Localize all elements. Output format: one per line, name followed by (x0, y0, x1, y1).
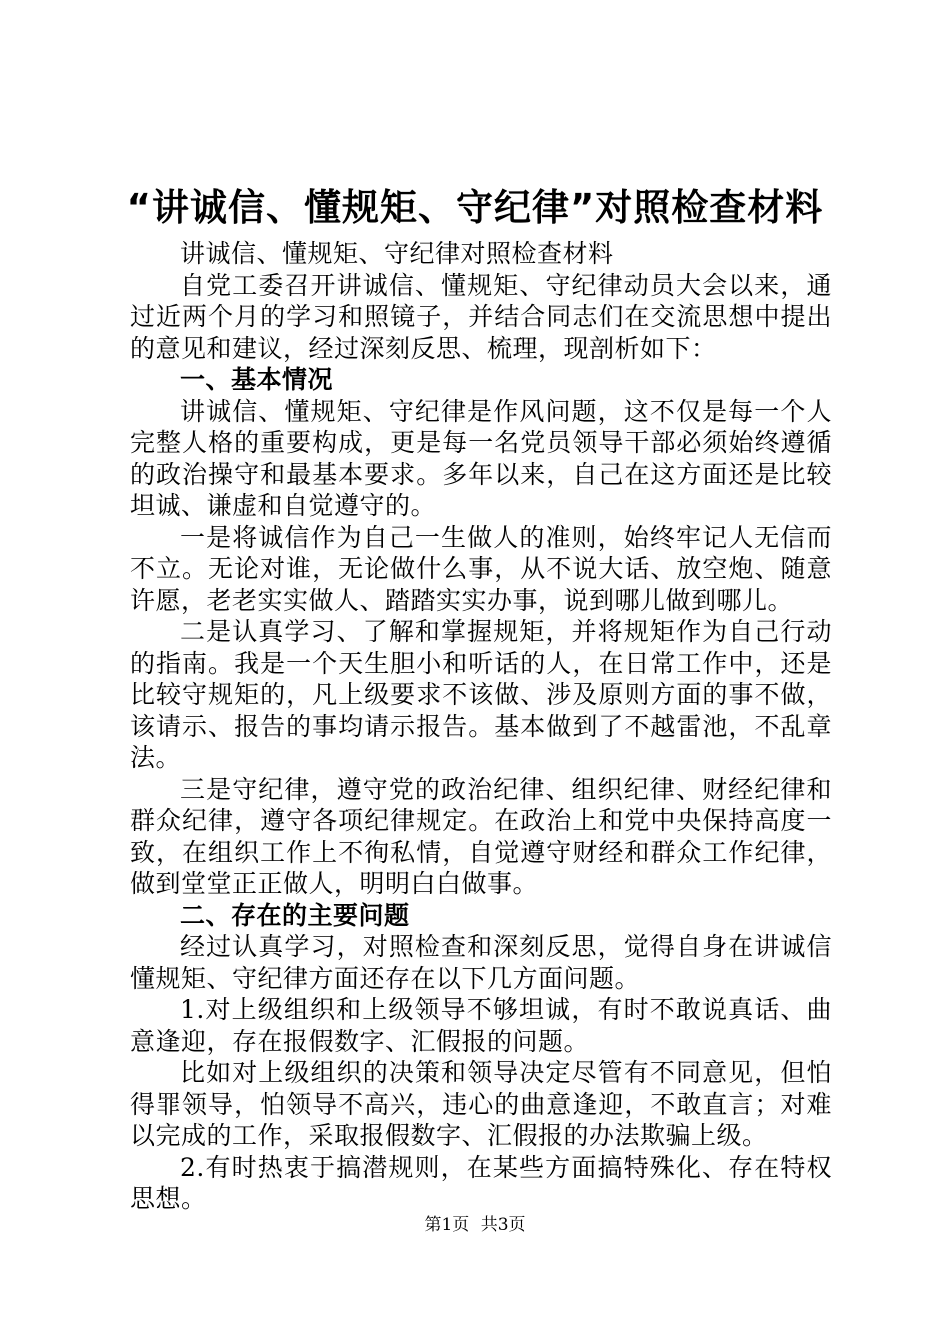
paragraph-problem-one: 1.对上级组织和上级领导不够坦诚，有时不敢说真话、曲意逢迎，存在报假数字、汇假报的问题。 (130, 995, 832, 1056)
paragraph-point-one: 一是将诚信作为自己一生做人的准则，始终牢记人无信而不立。无论对谁，无论做什么事，从不说大话、放空炮、随意许愿，老老实实做人、踏踏实实办事，说到哪儿做到哪儿。 (130, 522, 832, 615)
document-body (130, 238, 832, 1215)
section-heading-main-problems: 二、存在的主要问题 (180, 900, 410, 930)
section-heading-basic-situation: 一、基本情况 (180, 365, 334, 394)
page-total: 共3页 (480, 1215, 526, 1235)
page-footer (0, 1213, 950, 1237)
paragraph-basic-overview: 讲诚信、懂规矩、守纪律是作风问题，这不仅是每一个人完整人格的重要构成，更是每一名党员领导干部必须始终遵循的政治操守和最基本要求。多年以来，自己在这方面还是比较坦诚、谦虚和自觉遵守的。 (130, 396, 832, 520)
paragraph-problems-intro: 经过认真学习，对照检查和深刻反思，觉得自身在讲诚信懂规矩、守纪律方面还存在以下几方面问题。 (130, 932, 832, 993)
document-title: “讲诚信、懂规矩、守纪律”对照检查材料 (126, 186, 824, 229)
paragraph-point-three: 三是守纪律，遵守党的政治纪律、组织纪律、财经纪律和群众纪律，遵守各项纪律规定。在政治上和党中央保持高度一致，在组织工作上不徇私情，自觉遵守财经和群众工作纪律，做到堂堂正正做人，明明白白做事。 (130, 774, 832, 898)
paragraph-problem-one-example: 比如对上级组织的决策和领导决定尽管有不同意见，但怕得罪领导，怕领导不高兴，违心的曲意逢迎，不敢直言；对难以完成的工作，采取报假数字、汇假报的办法欺骗上级。 (130, 1058, 832, 1150)
paragraph-point-two: 二是认真学习、了解和掌握规矩，并将规矩作为自己行动的指南。我是一个天生胆小和听话的人，在日常工作中，还是比较守规矩的，凡上级要求不该做、涉及原则方面的事不做，该请示、报告的事均请示报告。基本做到了不越雷池，不乱章法。 (130, 617, 832, 772)
paragraph-problem-two: 2.有时热衷于搞潜规则，在某些方面搞特殊化、存在特权思想。 (130, 1152, 832, 1213)
paragraph-intro: 自党工委召开讲诚信、懂规矩、守纪律动员大会以来，通过近两个月的学习和照镜子，并结合同志们在交流思想中提出的意见和建议，经过深刻反思、梳理，现剖析如下： (130, 270, 832, 363)
page-number: 第1页 (424, 1215, 470, 1235)
paragraph-subtitle: 讲诚信、懂规矩、守纪律对照检查材料 (180, 239, 614, 268)
